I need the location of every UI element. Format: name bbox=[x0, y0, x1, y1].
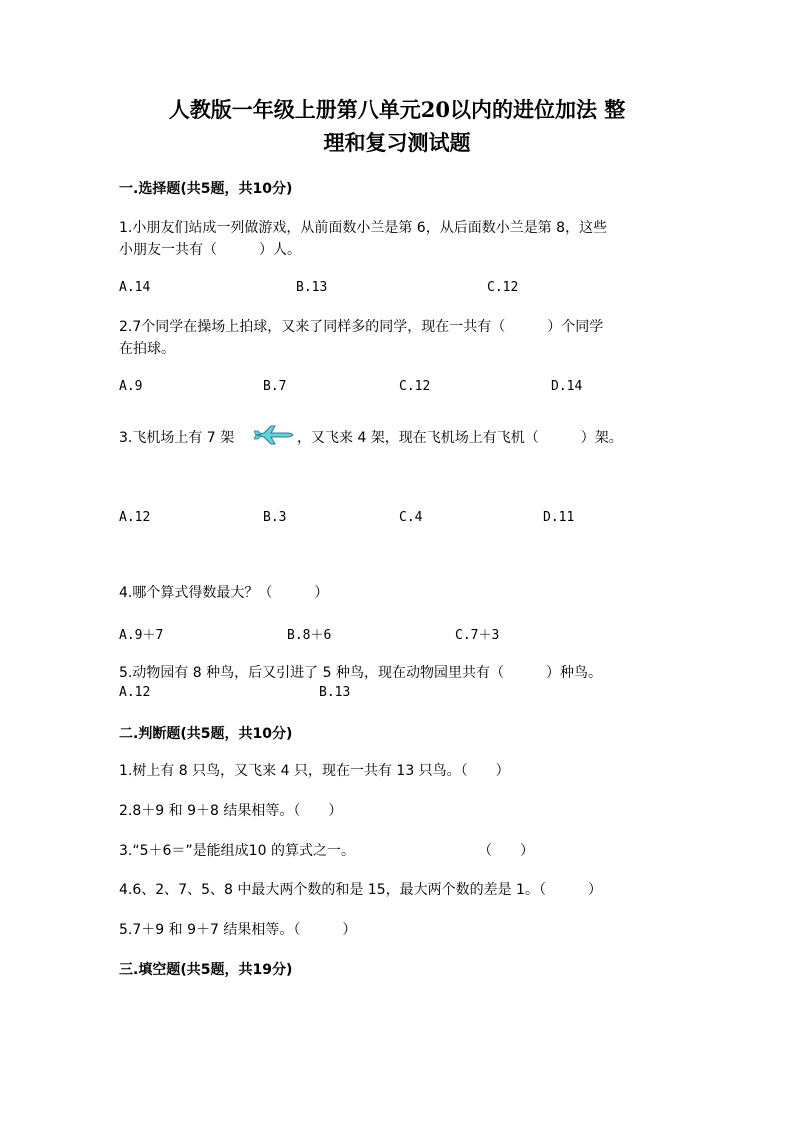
question-1-line-2: 小朋友一共有（ ）人。 bbox=[119, 242, 301, 258]
judgment-item-1: 1.树上有 8 只鸟，又飞来 4 只，现在一共有 13 只鸟。（ ） bbox=[119, 763, 510, 779]
question-4-option-b[interactable]: B.8＋6 bbox=[287, 628, 332, 643]
page-title-line-1: 人教版一年级上册第八单元20以内的进位加法 整 bbox=[168, 97, 626, 122]
section-heading-fill-blank: 三.填空题(共5题，共19分) bbox=[119, 962, 293, 978]
question-2-line-2: 在拍球。 bbox=[119, 341, 175, 357]
question-5-text: 5.动物园有 8 种鸟，后又引进了 5 种鸟，现在动物园里共有（ ）种鸟。 bbox=[119, 665, 602, 681]
section-heading-judgment: 二.判断题(共5题，共10分) bbox=[119, 726, 293, 742]
section-heading-choice: 一.选择题(共5题，共10分) bbox=[119, 181, 293, 197]
question-3-option-d[interactable]: D.11 bbox=[543, 510, 575, 525]
question-2-option-b[interactable]: B.7 bbox=[263, 379, 287, 394]
question-5-option-b[interactable]: B.13 bbox=[319, 685, 351, 700]
question-4-option-c[interactable]: C.7＋3 bbox=[455, 628, 500, 643]
question-2-option-d[interactable]: D.14 bbox=[551, 379, 583, 394]
question-1-option-c[interactable]: C.12 bbox=[487, 280, 519, 295]
question-4-text: 4.哪个算式得数最大？（ ） bbox=[119, 585, 329, 601]
question-2-option-c[interactable]: C.12 bbox=[399, 379, 431, 394]
question-1-line-1: 1.小朋友们站成一列做游戏，从前面数小兰是第 6，从后面数小兰是第 8，这些 bbox=[119, 220, 608, 236]
question-3-text-before: 3.飞机场上有 7 架 bbox=[119, 430, 235, 446]
judgment-item-5: 5.7＋9 和 9＋7 结果相等。（ ） bbox=[119, 922, 357, 938]
page-title-line-2: 理和复习测试题 bbox=[323, 130, 471, 155]
question-4-option-a[interactable]: A.9＋7 bbox=[119, 628, 164, 643]
airplane-icon bbox=[254, 424, 294, 446]
question-3-option-b[interactable]: B.3 bbox=[263, 510, 287, 525]
judgment-item-3-answer-parens: （ ） bbox=[478, 843, 534, 859]
question-3-text-after: ，又飞来 4 架，现在飞机场上有飞机（ ）架。 bbox=[297, 430, 623, 446]
judgment-item-2: 2.8＋9 和 9＋8 结果相等。（ ） bbox=[119, 803, 343, 819]
judgment-item-4: 4.6、2、7、5、8 中最大两个数的和是 15，最大两个数的差是 1。（ ） bbox=[119, 882, 602, 898]
judgment-item-3: 3.“5＋6＝”是能组成10 的算式之一。 bbox=[119, 843, 355, 859]
question-2-option-a[interactable]: A.9 bbox=[119, 379, 143, 394]
question-1-option-b[interactable]: B.13 bbox=[296, 280, 328, 295]
question-3-option-a[interactable]: A.12 bbox=[119, 510, 151, 525]
question-5-option-a[interactable]: A.12 bbox=[119, 685, 151, 700]
question-1-option-a[interactable]: A.14 bbox=[119, 280, 151, 295]
question-2-line-1: 2.7个同学在操场上拍球，又来了同样多的同学，现在一共有（ ）个同学 bbox=[119, 319, 604, 335]
question-3-option-c[interactable]: C.4 bbox=[399, 510, 423, 525]
